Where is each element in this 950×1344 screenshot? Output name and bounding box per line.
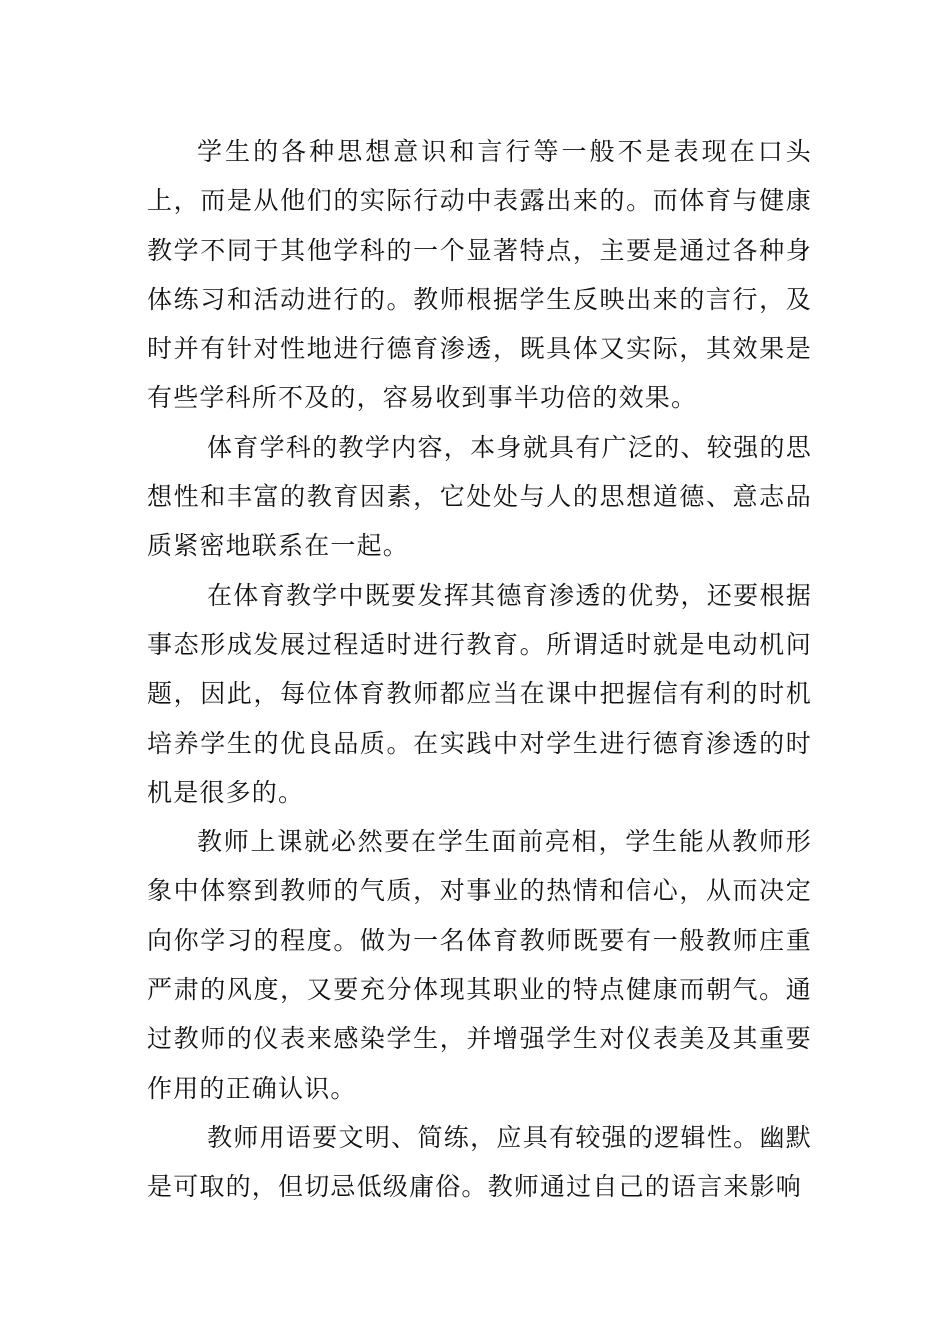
paragraph-3: 在体育教学中既要发挥其德育渗透的优势，还要根据事态形成发展过程适时进行教育。所谓适时就是电动机问题，因此，每位体育教师都应当在课中把握信有利的时机培养学生的优良品质。在实践中对学生进行德育渗透的时机是很多的。	[147, 580, 812, 807]
document-body	[147, 127, 812, 1212]
paragraph-5: 教师用语要文明、简练，应具有较强的逻辑性。幽默是可取的，但切忌低级庸俗。教师通过自己的语言来影响	[147, 1122, 812, 1202]
paragraph-2: 体育学科的教学内容，本身就具有广泛的、较强的思想性和丰富的教育因素，它处处与人的思想道德、意志品质紧密地联系在一起。	[147, 432, 812, 561]
paragraph-1: 学生的各种思想意识和言行等一般不是表现在口头上，而是从他们的实际行动中表露出来的。而体育与健康教学不同于其他学科的一个显著特点，主要是通过各种身体练习和活动进行的。教师根据学生反映出来的言行，及时并有针对性地进行德育渗透，既具体又实际，其效果是有些学科所不及的，容易收到事半功倍的效果。	[147, 137, 812, 413]
paragraph-4: 教师上课就必然要在学生面前亮相，学生能从教师形象中体察到教师的气质，对事业的热情和信心，从而决定向你学习的程度。做为一名体育教师既要有一般教师庄重严肃的风度，又要充分体现其职业的特点健康而朝气。通过教师的仪表来感染学生，并增强学生对仪表美及其重要作用的正确认识。	[147, 827, 812, 1103]
